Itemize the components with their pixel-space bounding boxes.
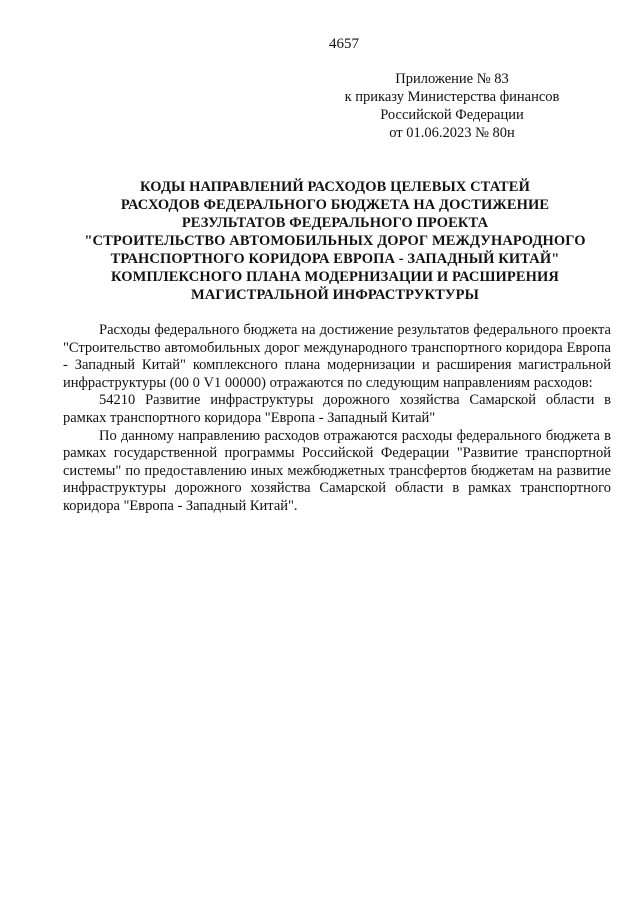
appendix-line: от 01.06.2023 № 80н xyxy=(389,125,515,141)
body-paragraph-code-54210: 54210 Развитие инфраструктуры дорожного хозяйства Самарской области в рамках транспортного коридора "Европа - Западный Китай" xyxy=(63,392,611,426)
title-line: РЕЗУЛЬТАТОВ ФЕДЕРАЛЬНОГО ПРОЕКТА xyxy=(181,215,489,231)
body-paragraph-intro: Расходы федерального бюджета на достижение результатов федерального проекта "Строительство автомобильных дорог международного транспортного коридора Европа - Западный Китай" комплексного плана модернизации и расширения магистральной инфраструктуры (00 0 V1 00000) отражаются по следующим направлениям расходов: xyxy=(63,322,611,391)
document-body xyxy=(63,322,611,516)
title-line: "СТРОИТЕЛЬСТВО АВТОМОБИЛЬНЫХ ДОРОГ МЕЖДУНАРОДНОГО xyxy=(84,233,586,249)
appendix-line: Приложение № 83 xyxy=(395,71,509,87)
title-line: ТРАНСПОРТНОГО КОРИДОРА ЕВРОПА - ЗАПАДНЫЙ КИТАЙ" xyxy=(110,251,560,267)
title-line: КОМПЛЕКСНОГО ПЛАНА МОДЕРНИЗАЦИИ И РАСШИРЕНИЯ xyxy=(111,269,559,285)
page-number: 4657 xyxy=(329,36,359,52)
title-line: КОДЫ НАПРАВЛЕНИЙ РАСХОДОВ ЦЕЛЕВЫХ СТАТЕЙ xyxy=(140,179,530,195)
appendix-line: к приказу Министерства финансов xyxy=(344,89,560,105)
title-line: РАСХОДОВ ФЕДЕРАЛЬНОГО БЮДЖЕТА НА ДОСТИЖЕНИЕ xyxy=(120,197,550,213)
appendix-line: Российской Федерации xyxy=(380,107,524,123)
body-paragraph-description: По данному направлению расходов отражаются расходы федерального бюджета в рамках государственной программы Российской Федерации "Развитие транспортной системы" по предоставлению иных межбюджетных трансфертов бюджетам на развитие инфраструктуры дорожного хозяйства Самарской области в рамках транспортного коридора "Европа - Западный Китай". xyxy=(63,427,611,514)
title-line: МАГИСТРАЛЬНОЙ ИНФРАСТРУКТУРЫ xyxy=(191,287,479,303)
appendix-header xyxy=(322,70,582,142)
document-title xyxy=(70,178,600,304)
